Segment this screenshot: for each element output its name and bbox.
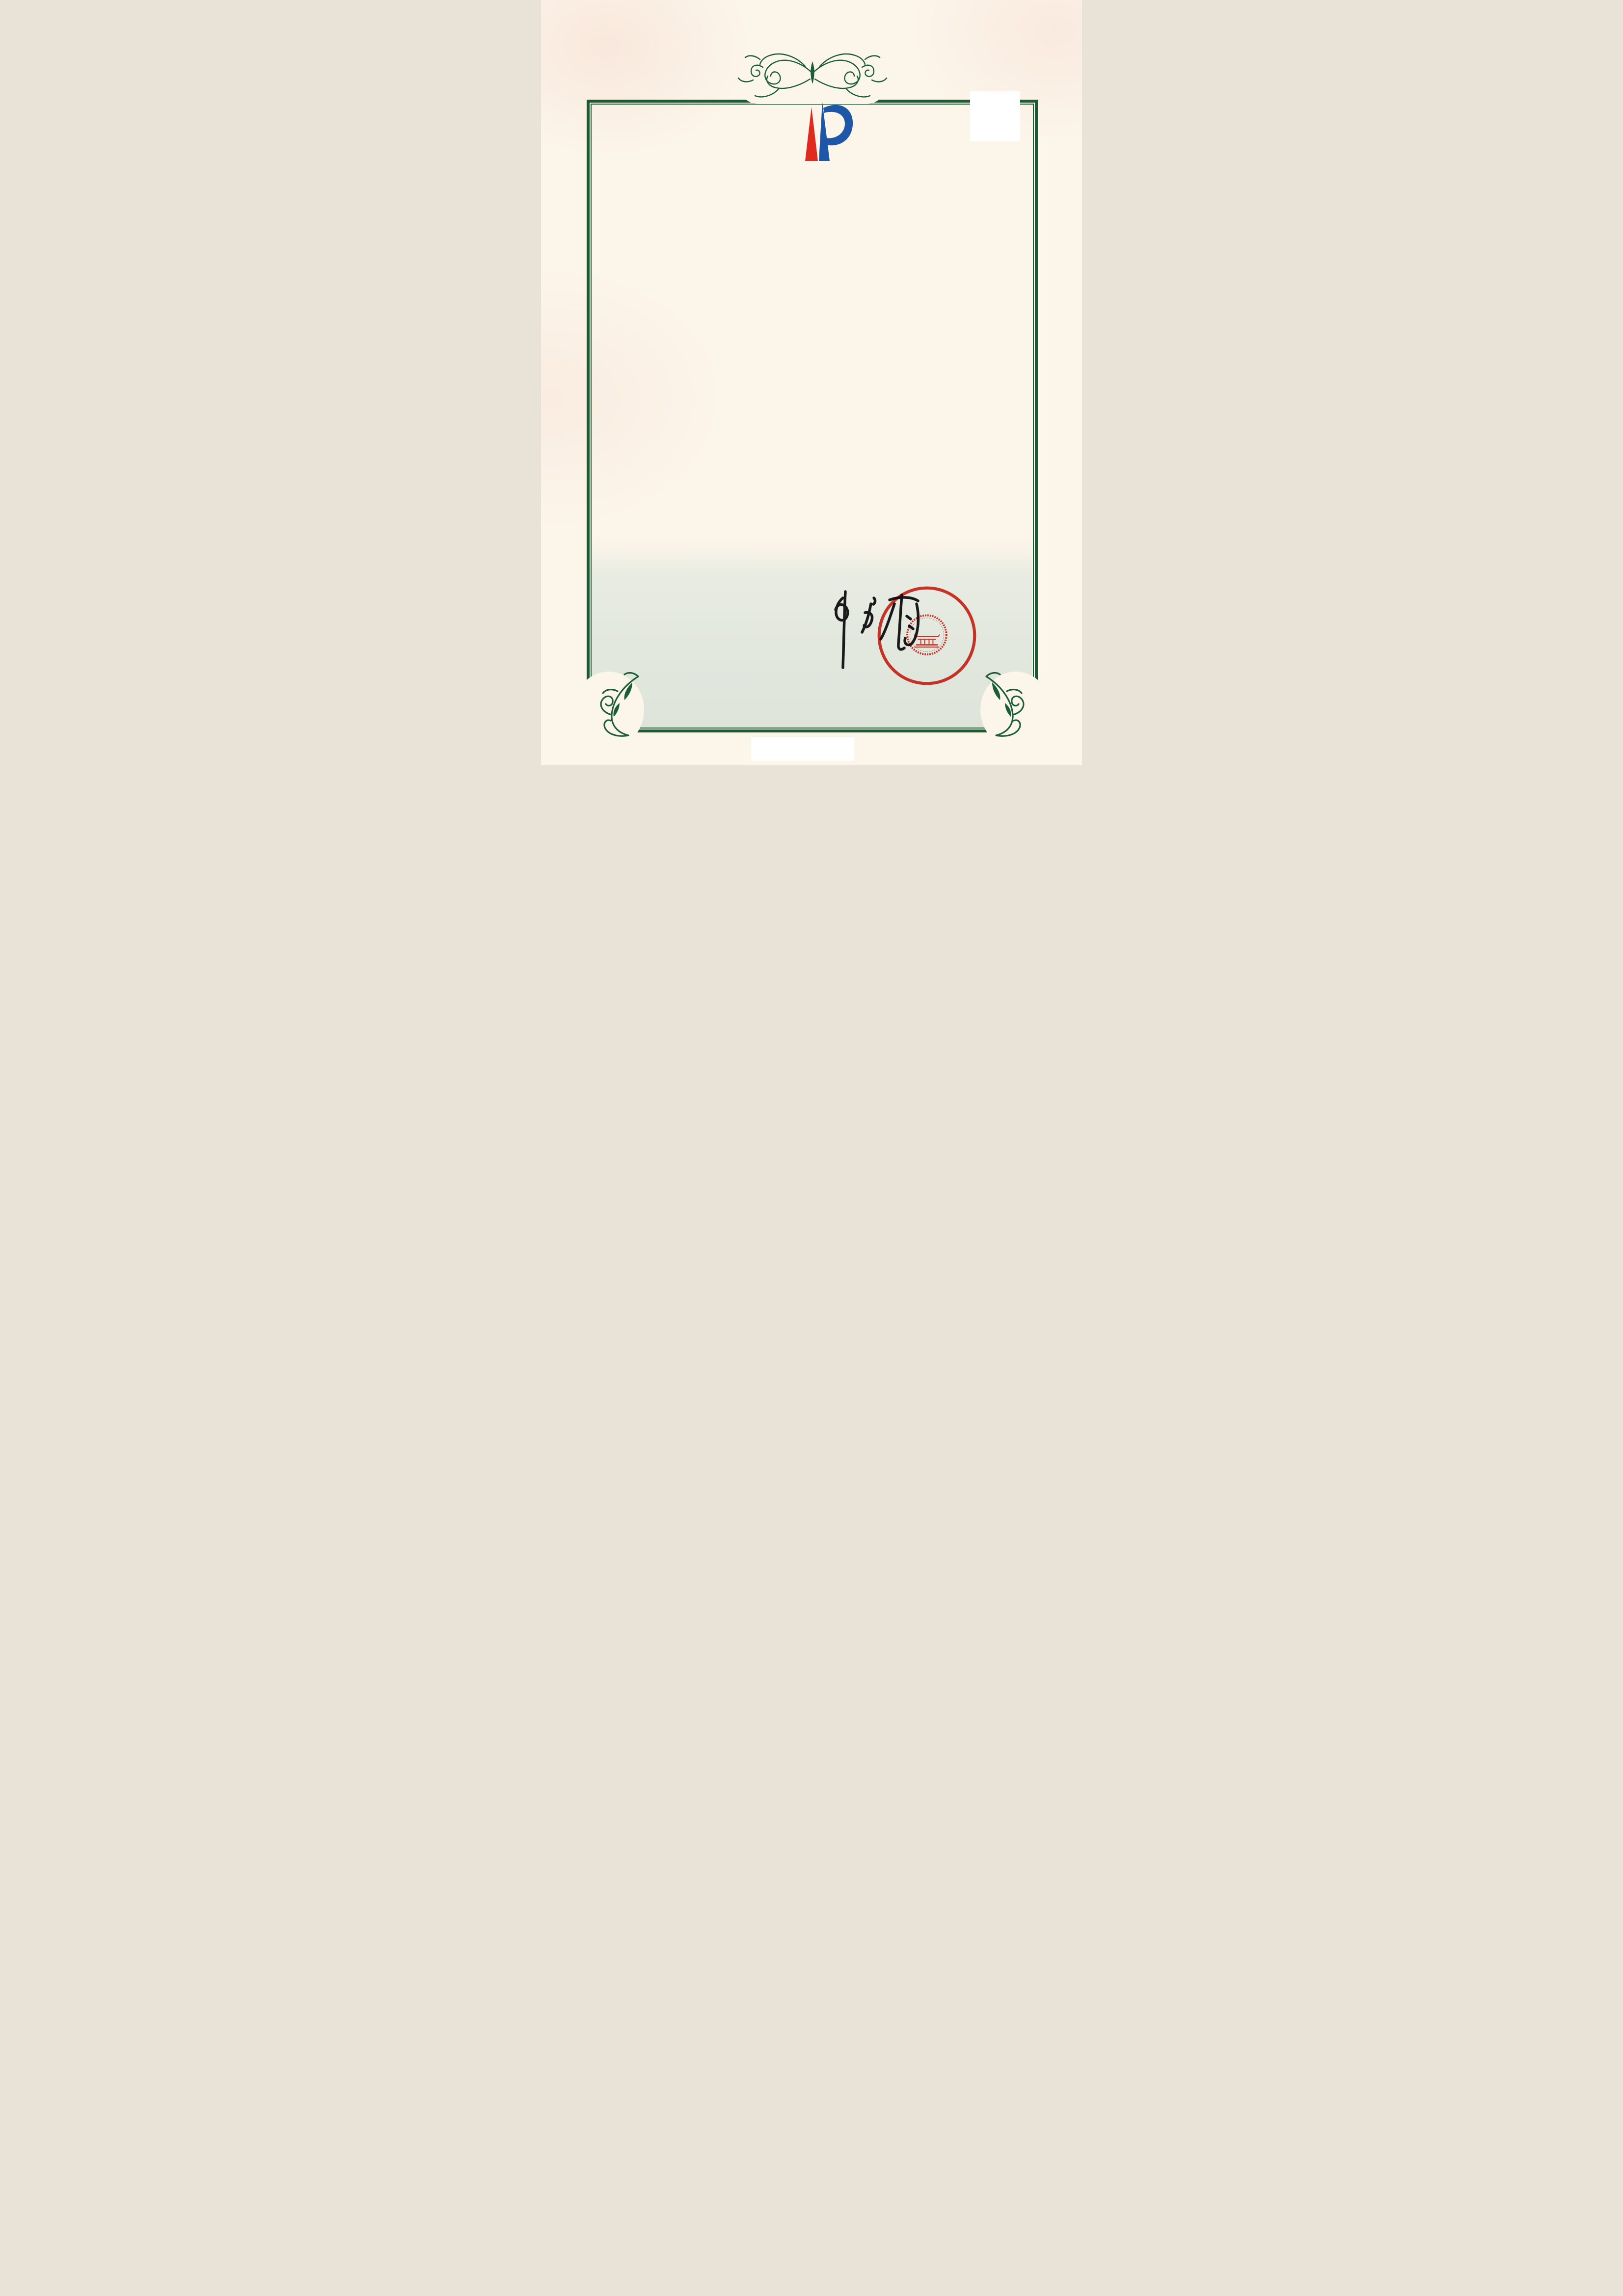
- barcode: [618, 579, 758, 592]
- field-row-patentee: [616, 361, 680, 372]
- official-seal: [870, 579, 983, 692]
- cnipa-logo-icon: [774, 96, 853, 169]
- bottom-left-floral-ornament-icon: [583, 672, 647, 744]
- bottom-right-floral-ornament-icon: [977, 672, 1041, 744]
- field-row-inventors: [616, 261, 680, 276]
- patent-certificate-page: [541, 0, 1082, 765]
- qr-code: [970, 91, 1020, 141]
- field-row-address: [616, 394, 680, 405]
- field-row-name: [616, 229, 680, 240]
- continuation-note: [751, 737, 854, 761]
- national-emblem-icon: [907, 615, 947, 654]
- field-row-patent-number: [616, 296, 680, 306]
